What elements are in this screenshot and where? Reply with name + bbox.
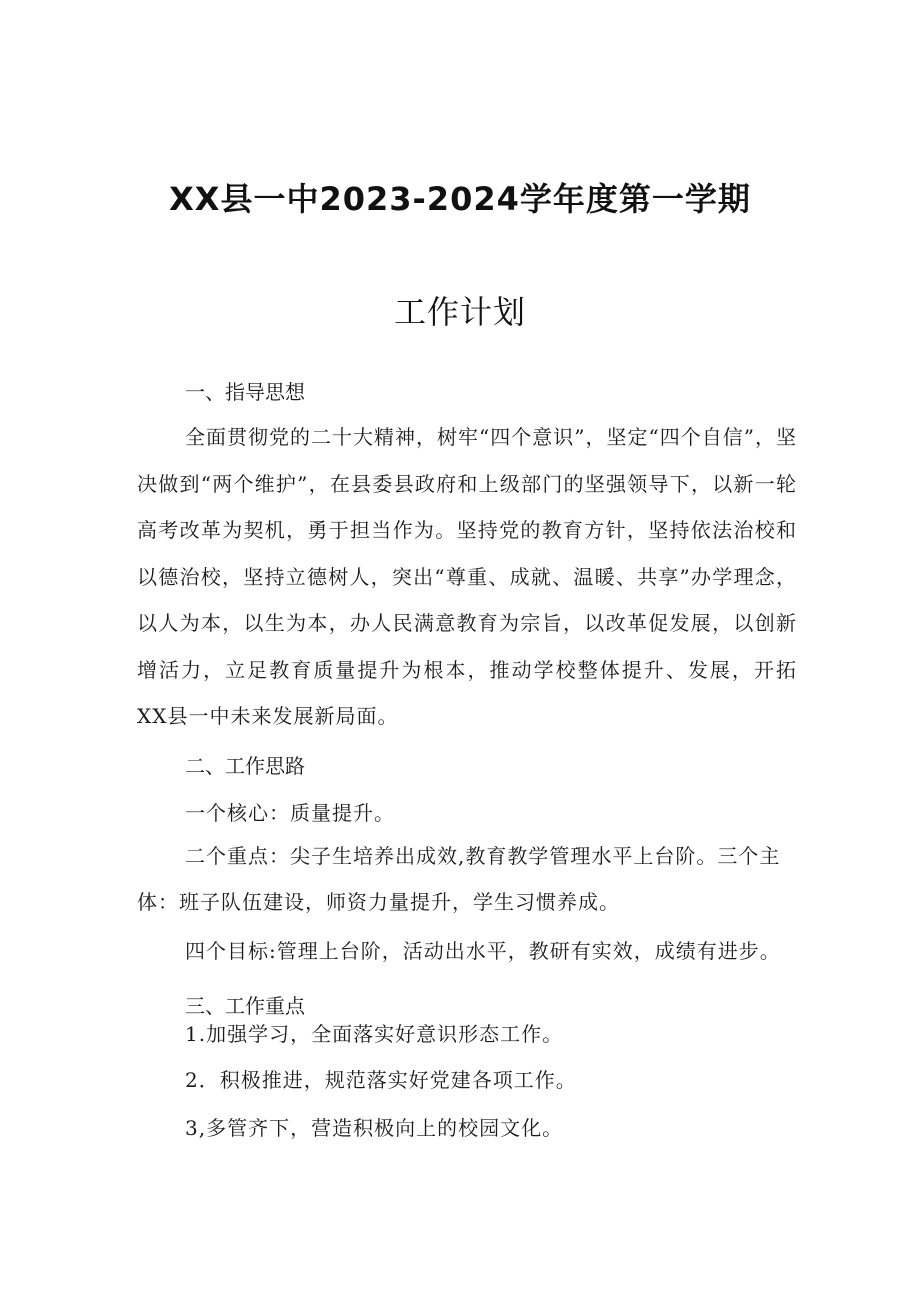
section-heading-work-approach: 二、工作思路 <box>185 754 305 778</box>
work-approach-item: 一个核心：质量提升。 <box>185 801 395 825</box>
work-focus-item: 2．积极推进，规范落实好党建各项工作。 <box>185 1068 577 1092</box>
section-heading-work-focus: 三、工作重点 <box>185 994 305 1018</box>
document-title-line1: XX县一中2023-2024学年度第一学期 <box>169 180 751 218</box>
work-approach-item: 二个重点：尖子生培养出成效,教育教学管理水平上台阶。三个主体：班子队伍建设，师资力量提升，学生习惯养成。 <box>137 844 781 914</box>
guiding-ideology-paragraph: 全面贯彻党的二十大精神，树牢“四个意识”，坚定“四个自信”，坚决做到“两个维护”，在县委县政府和上级部门的坚强领导下，以新一轮高考改革为契机，勇于担当作为。坚持党的教育方针，坚持依法治校和以德治校，坚持立德树人，突出“尊重、成就、温暖、共享”办学理念，以人为本，以生为本，办人民满意教育为宗旨，以改革促发展，以创新增活力，立足教育质量提升为根本，推动学校整体提升、发展，开拓XX县一中未来发展新局面。 <box>137 425 797 728</box>
section-heading-guiding-ideology: 一、指导思想 <box>185 380 305 404</box>
work-approach-item: 四个目标:管理上台阶，活动出水平，教研有实效，成绩有进步。 <box>185 939 781 963</box>
work-focus-item: 1.加强学习，全面落实好意识形态工作。 <box>185 1022 564 1046</box>
document-title-line2: 工作计划 <box>393 293 526 331</box>
work-focus-item: 3,多管齐下，营造积极向上的校园文化。 <box>185 1116 564 1140</box>
